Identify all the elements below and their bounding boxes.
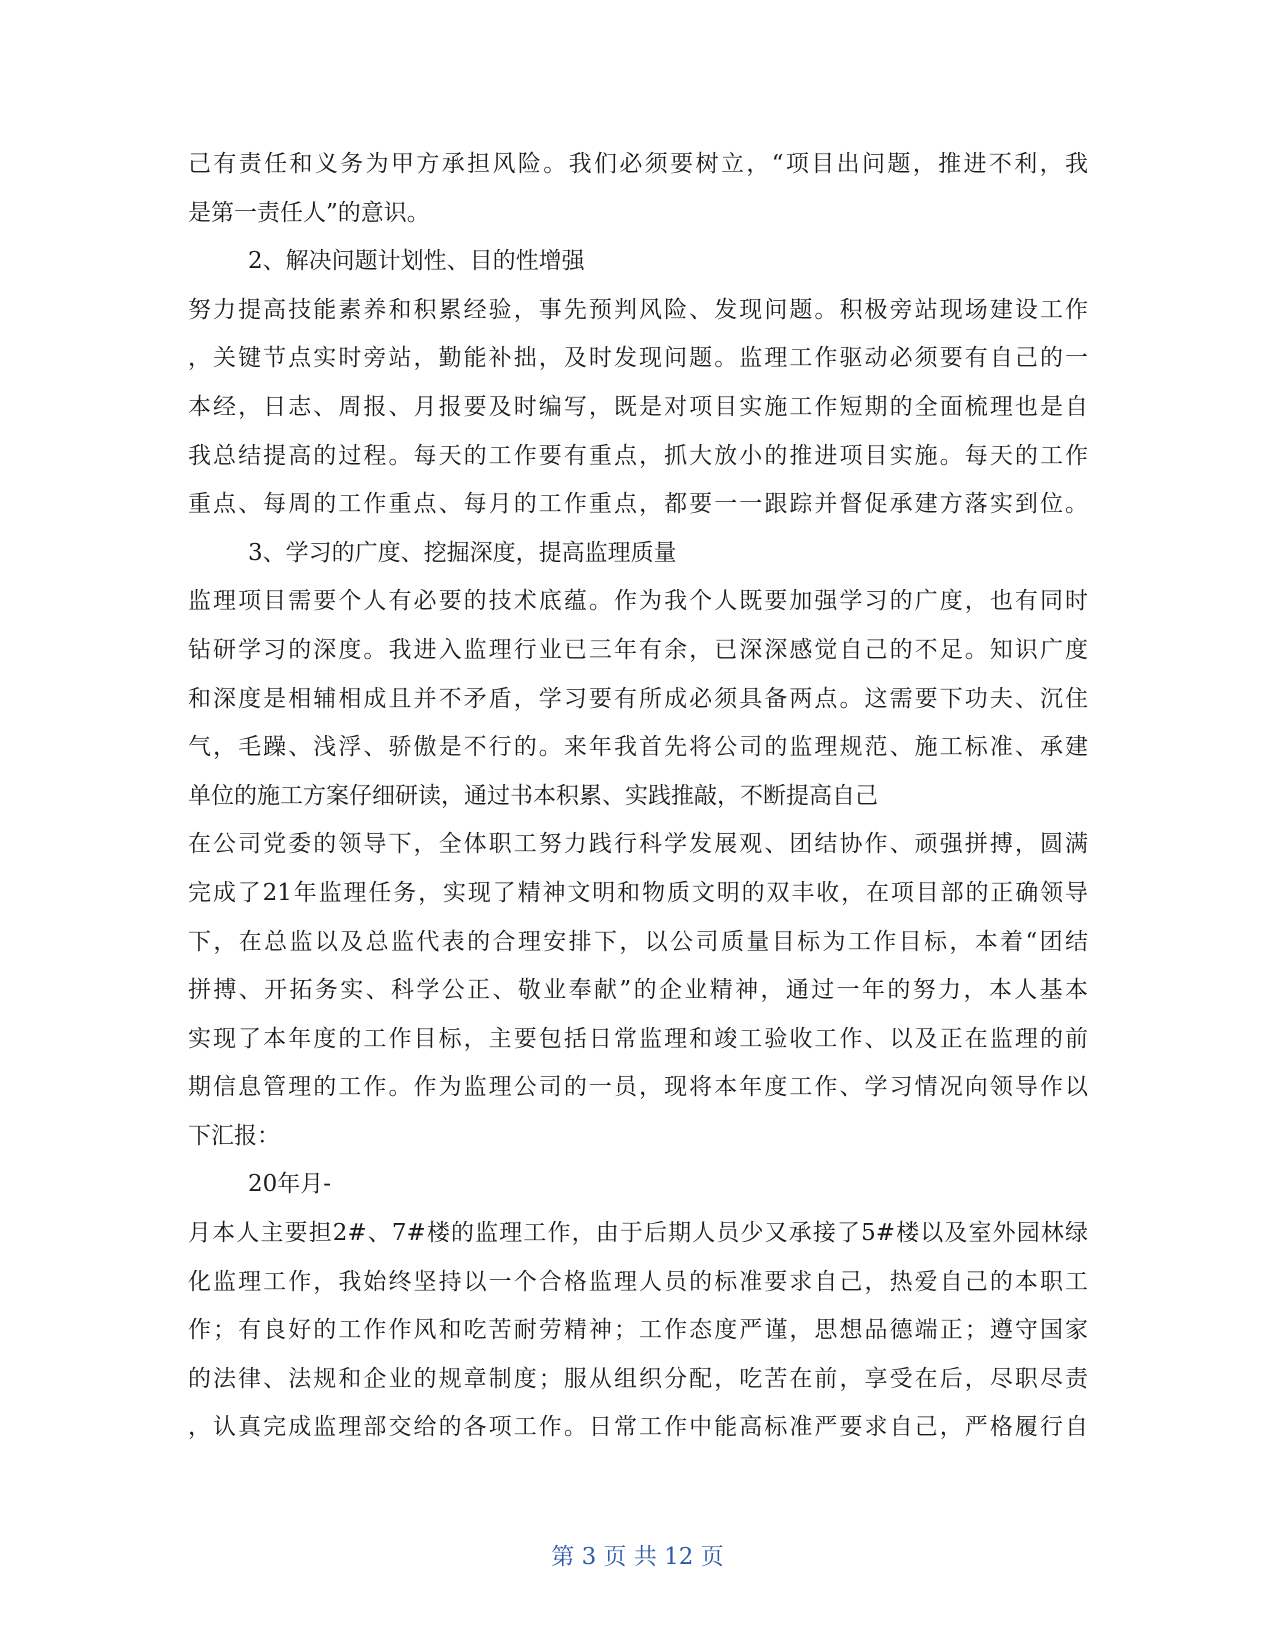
text-line: 气，毛躁、浅浮、骄傲是不行的。来年我首先将公司的监理规范、施工标准、承建: [188, 734, 1088, 761]
text-line: 化监理工作，我始终坚持以一个合格监理人员的标准要求自己，热爱自己的本职工: [188, 1268, 1088, 1295]
text-line: ，认真完成监理部交给的各项工作。日常工作中能高标准严要求自己，严格履行自: [188, 1414, 1088, 1441]
text-line: ，关键节点实时旁站，勤能补拙，及时发现问题。监理工作驱动必须要有自己的一: [188, 345, 1088, 372]
text-line: 单位的施工方案仔细研读，通过书本积累、实践推敲，不断提高自己: [188, 782, 878, 809]
text-line: 和深度是相辅相成且并不矛盾，学习要有所成必须具备两点。这需要下功夫、沉住: [188, 685, 1088, 712]
text-line: 完成了21年监理任务，实现了精神文明和物质文明的双丰收，在项目部的正确领导: [188, 879, 1088, 906]
text-line: 的法律、法规和企业的规章制度；服从组织分配，吃苦在前，享受在后，尽职尽责: [188, 1365, 1088, 1392]
text-line: 在公司党委的领导下，全体职工努力践行科学发展观、团结协作、顽强拼搏，圆满: [188, 831, 1088, 858]
text-line: 下，在总监以及总监代表的合理安排下，以公司质量目标为工作目标，本着“团结: [188, 928, 1088, 955]
text-line: 我总结提高的过程。每天的工作要有重点，抓大放小的推进项目实施。每天的工作: [188, 442, 1088, 469]
text-line: 监理项目需要个人有必要的技术底蕴。作为我个人既要加强学习的广度，也有同时: [188, 588, 1088, 615]
date-line: 20年月-: [248, 1171, 332, 1198]
section-heading: 2、解决问题计划性、目的性增强: [248, 248, 585, 275]
document-body: [188, 140, 1088, 1452]
text-line: 己有责任和义务为甲方承担风险。我们必须要树立，“项目出问题，推进不利，我: [188, 151, 1088, 177]
text-line: 努力提高技能素养和积累经验，事先预判风险、发现问题。积极旁站现场建设工作: [188, 296, 1088, 323]
text-line: 下汇报：: [188, 1122, 280, 1149]
text-line: 作；有良好的工作作风和吃苦耐劳精神；工作态度严谨，思想品德端正；遵守国家: [188, 1317, 1088, 1344]
text-line: 月本人主要担2#、7#楼的监理工作，由于后期人员少又承接了5#楼以及室外园林绿: [188, 1220, 1088, 1247]
text-line: 是第一责任人”的意识。: [188, 199, 430, 226]
section-heading: 3、学习的广度、挖掘深度，提高监理质量: [248, 539, 677, 566]
text-line: 本经，日志、周报、月报要及时编写，既是对项目实施工作短期的全面梳理也是自: [188, 393, 1088, 420]
text-line: 实现了本年度的工作目标，主要包括日常监理和竣工验收工作、以及正在监理的前: [188, 1025, 1088, 1052]
text-line: 期信息管理的工作。作为监理公司的一员，现将本年度工作、学习情况向领导作以: [188, 1074, 1088, 1101]
text-line: 重点、每周的工作重点、每月的工作重点，都要一一跟踪并督促承建方落实到位。: [188, 491, 1088, 518]
text-line: 钻研学习的深度。我进入监理行业已三年有余，已深深感觉自己的不足。知识广度: [188, 636, 1088, 663]
text-line: 拼搏、开拓务实、科学公正、敬业奉献”的企业精神，通过一年的努力，本人基本: [188, 977, 1088, 1004]
page-number-footer: 第 3 页 共 12 页: [551, 1544, 724, 1570]
